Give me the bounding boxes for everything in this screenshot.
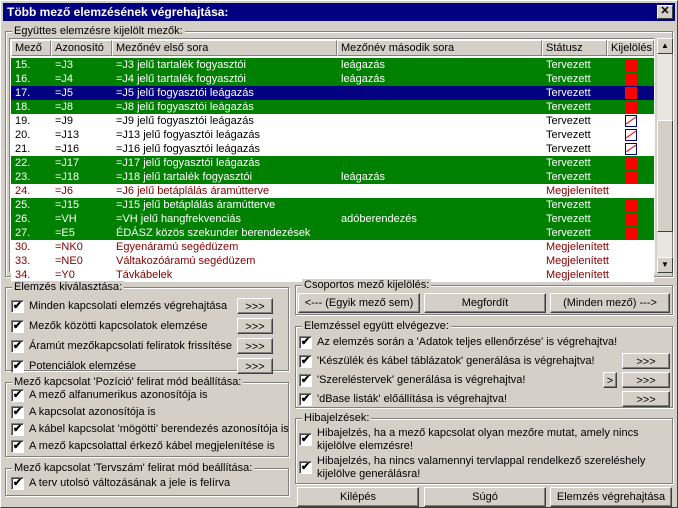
checkbox-label: A kapcsolat azonosítója is — [29, 406, 156, 418]
table-row[interactable] — [11, 156, 654, 170]
table-cell-id: =NE0 — [55, 255, 83, 267]
checkbox-icon[interactable]: ✔ — [300, 461, 311, 473]
table-cell-status: Tervezett — [546, 129, 591, 141]
table-cell-name1: =J5 jelű fogyasztói leágazás — [116, 87, 254, 99]
table-row[interactable] — [11, 142, 654, 156]
table-cell-name2 — [337, 86, 542, 100]
scroll-thumb[interactable] — [657, 120, 673, 232]
table-row[interactable] — [11, 254, 654, 268]
error-group-title: Hibajelzések: — [304, 412, 370, 424]
table-cell-name1: Váltakozóáramú segédüzem — [116, 255, 256, 267]
unselected-mark-icon[interactable] — [625, 143, 637, 155]
title-bar — [3, 3, 675, 21]
table-cell-name1: =J6 jelű betáplálás áramútterve — [116, 185, 270, 197]
error-option[interactable] — [299, 427, 669, 455]
table-cell-name2 — [337, 240, 542, 254]
plan-number-group-title: Mező kapcsolat 'Tervszám' felirat mód beállítása: — [14, 462, 253, 474]
table-cell-num: 22. — [15, 157, 31, 169]
together-option-more-button[interactable]: >>> — [622, 372, 670, 388]
exit-button[interactable]: Kilépés — [297, 487, 419, 507]
table-cell-status: Tervezett — [546, 157, 591, 169]
table-cell-num: 34. — [15, 269, 31, 281]
table-cell-status: Tervezett — [546, 143, 591, 155]
table-cell-num: 26. — [15, 213, 31, 225]
table-cell-id: =J18 — [55, 171, 80, 183]
unselected-mark-icon[interactable] — [625, 129, 637, 141]
table-cell-id: =J4 — [55, 73, 74, 85]
table-cell-id: =E5 — [55, 227, 75, 239]
table-row[interactable] — [11, 212, 654, 226]
checkbox-label: Potenciálok elemzése — [29, 360, 137, 372]
checkbox-label: Áramút mezőkapcsolati feliratok frissítése — [29, 340, 232, 352]
selected-mark-icon[interactable] — [625, 73, 637, 85]
table-cell-name2: leágazás — [341, 73, 386, 85]
table-cell-status: Tervezett — [546, 115, 591, 127]
together-option-more-button[interactable]: >>> — [622, 353, 670, 369]
close-icon: ✕ — [660, 5, 670, 17]
unselected-mark-icon[interactable] — [625, 115, 637, 127]
checkbox-icon[interactable]: ✔ — [12, 300, 23, 312]
table-cell-name2 — [337, 128, 542, 142]
checkbox-label: Minden kapcsolati elemzés végrehajtása — [29, 300, 228, 312]
table-row[interactable] — [11, 128, 654, 142]
table-cell-id: =NK0 — [55, 241, 83, 253]
table-cell-status: Tervezett — [546, 59, 591, 71]
column-header-name2[interactable]: Mezőnév második sora — [337, 40, 542, 56]
selected-mark-icon[interactable] — [625, 227, 637, 239]
table-cell-num: 19. — [15, 115, 31, 127]
checkbox-icon[interactable]: ✔ — [300, 393, 311, 405]
table-row[interactable] — [11, 226, 654, 240]
table-cell-num: 24. — [15, 185, 31, 197]
checkbox-label: Mezők közötti kapcsolatok elemzése — [29, 320, 208, 332]
checkbox-label: A mező alfanumerikus azonosítója is — [29, 389, 208, 401]
close-button[interactable] — [657, 5, 673, 19]
table-cell-num: 27. — [15, 227, 31, 239]
table-cell-id: =J13 — [55, 129, 80, 141]
select-all-button[interactable]: (Minden mező) ---> — [550, 293, 670, 313]
table-cell-name2 — [337, 156, 542, 170]
table-cell-id: =J6 — [55, 185, 74, 197]
checkbox-icon[interactable]: ✔ — [300, 374, 311, 386]
help-button[interactable]: Súgó — [424, 487, 546, 507]
analysis-group-title: Elemzés kiválasztása: — [14, 281, 123, 293]
group-select-group-title: Csoportos mező kijelölés: — [304, 279, 430, 291]
checkbox-icon[interactable]: ✔ — [300, 336, 311, 348]
checkbox-icon[interactable]: ✔ — [300, 433, 311, 445]
table-cell-num: 33. — [15, 255, 31, 267]
together-option-more-button[interactable]: >>> — [622, 391, 670, 407]
table-cell-id: =J16 — [55, 143, 80, 155]
together-option-small-button[interactable]: > — [603, 372, 617, 388]
table-cell-name2 — [337, 198, 542, 212]
vertical-scrollbar[interactable] — [656, 38, 672, 273]
table-row[interactable] — [11, 72, 654, 86]
table-row[interactable] — [11, 240, 654, 254]
scroll-down-icon[interactable]: ▼ — [657, 257, 673, 273]
selected-mark-icon[interactable] — [625, 171, 637, 183]
checkbox-label: A mező kapcsolattal érkező kábel megjelenítése is — [29, 440, 275, 452]
table-cell-status: Megjelenített — [546, 269, 609, 281]
fields-table[interactable] — [9, 38, 655, 281]
selected-mark-icon[interactable] — [625, 87, 637, 99]
table-cell-name1: =J16 jelű fogyasztói leágazás — [116, 143, 261, 155]
table-cell-num: 25. — [15, 199, 31, 211]
error-option[interactable] — [299, 455, 669, 483]
table-cell-num: 23. — [15, 171, 31, 183]
scroll-up-icon[interactable]: ▲ — [657, 38, 673, 54]
table-cell-name1: ÉDÁSZ közös szekunder berendezések — [116, 227, 311, 239]
checkbox-icon[interactable]: ✔ — [300, 355, 311, 367]
checkbox-icon[interactable]: ✔ — [12, 477, 23, 489]
selected-mark-icon[interactable] — [625, 213, 637, 225]
table-cell-status: Megjelenített — [546, 255, 609, 267]
table-cell-name2 — [337, 114, 542, 128]
table-cell-num: 15. — [15, 59, 31, 71]
table-row[interactable] — [11, 58, 654, 72]
table-cell-name1: =J15 jelű betáplálás áramútterve — [116, 199, 276, 211]
analysis-option-more-button[interactable]: >>> — [237, 338, 273, 354]
table-row[interactable] — [11, 86, 654, 100]
table-cell-name1: =J17 jelű fogyasztói leágazás — [116, 157, 261, 169]
column-header-selection[interactable]: Kijelölés — [607, 40, 654, 56]
table-row[interactable] — [11, 184, 654, 198]
table-cell-status: Tervezett — [546, 227, 591, 239]
table-row[interactable] — [11, 100, 654, 114]
table-cell-name2: adóberendezés — [341, 213, 417, 225]
table-cell-status: Tervezett — [546, 213, 591, 225]
selected-mark-icon[interactable] — [625, 101, 637, 113]
checkbox-icon[interactable]: ✔ — [12, 440, 23, 452]
checkbox-icon[interactable]: ✔ — [12, 340, 23, 352]
table-row[interactable] — [11, 198, 654, 212]
checkbox-label: Az elemzés során a 'Adatok teljes ellenőrzése' is végrehajtva! — [317, 336, 618, 348]
table-cell-status: Megjelenített — [546, 241, 609, 253]
checkbox-label: 'Szereléstervek' generálása is végrehajtva! — [317, 374, 526, 386]
checkbox-icon[interactable]: ✔ — [12, 423, 23, 435]
table-cell-name1: Távkábelek — [116, 269, 173, 281]
table-cell-id: =J9 — [55, 115, 74, 127]
checkbox-label: Hibajelzés, ha a mező kapcsolat olyan mezőre mutat, amely nincs kijelölve elemzésre! — [317, 427, 639, 452]
table-cell-status: Megjelenített — [546, 185, 609, 197]
table-cell-id: =J15 — [55, 199, 80, 211]
checkbox-label: Hibajelzés, ha nincs valamennyi tervlappal rendelkező szereléshely kijelölve generálásra! — [317, 455, 646, 480]
table-cell-num: 21. — [15, 143, 31, 155]
table-cell-id: =J8 — [55, 101, 74, 113]
table-cell-name1: =J13 jelű fogyasztói leágazás — [116, 129, 261, 141]
invert-selection-button[interactable]: Megfordít — [424, 293, 546, 313]
table-row[interactable] — [11, 170, 654, 184]
checkbox-icon[interactable]: ✔ — [12, 389, 23, 401]
table-cell-id: =J5 — [55, 87, 74, 99]
column-header-status[interactable]: Státusz — [542, 40, 607, 56]
table-cell-id: =J3 — [55, 59, 74, 71]
table-cell-status: Tervezett — [546, 101, 591, 113]
column-header-id[interactable]: Azonosító — [51, 40, 112, 56]
table-cell-id: =J17 — [55, 157, 80, 169]
table-cell-status: Tervezett — [546, 87, 591, 99]
table-cell-name2 — [337, 184, 542, 198]
table-cell-status: Tervezett — [546, 199, 591, 211]
table-cell-id: =Y0 — [55, 269, 75, 281]
table-cell-name1: =J8 jelű fogyasztói leágazás — [116, 101, 254, 113]
select-none-button[interactable]: <--- (Egyik mező sem) — [298, 293, 420, 313]
table-cell-name1: =J3 jelű tartalék fogyasztói — [116, 59, 246, 71]
table-cell-name1: Egyenáramú segédüzem — [116, 241, 239, 253]
table-cell-name2 — [337, 142, 542, 156]
selected-mark-icon[interactable] — [625, 157, 637, 169]
checkbox-icon[interactable]: ✔ — [12, 320, 23, 332]
analysis-option-more-button[interactable]: >>> — [237, 358, 273, 374]
table-cell-status: Tervezett — [546, 73, 591, 85]
table-cell-id: =VH — [55, 213, 77, 225]
table-cell-name2 — [337, 254, 542, 268]
analysis-option-more-button[interactable]: >>> — [237, 318, 273, 334]
table-cell-num: 16. — [15, 73, 31, 85]
position-group-title: Mező kapcsolat 'Pozíció' felirat mód beállítása: — [14, 376, 242, 388]
table-cell-name1: =J4 jelű tartalék fogyasztói — [116, 73, 246, 85]
table-cell-num: 20. — [15, 129, 31, 141]
fields-list-group-title: Együttes elemzésre kijelölt mezők: — [14, 25, 183, 37]
checkbox-label: 'dBase listák' előállítása is végrehajtva! — [317, 393, 508, 405]
table-row[interactable] — [11, 114, 654, 128]
window-title: Több mező elemzésének végrehajtása: — [7, 5, 229, 19]
table-cell-status: Tervezett — [546, 171, 591, 183]
table-cell-num: 17. — [15, 87, 31, 99]
table-cell-name2 — [337, 226, 542, 240]
checkbox-label: A kábel kapcsolat 'mögötti' berendezés azonosítója is — [29, 423, 289, 435]
checkbox-label: 'Készülék és kábel táblázatok' generálása is végrehajtva! — [317, 355, 595, 367]
table-cell-name2: leágazás — [341, 171, 386, 183]
analysis-option-more-button[interactable]: >>> — [237, 298, 273, 314]
table-cell-num: 18. — [15, 101, 31, 113]
table-cell-name1: =J18 jelű tartalék fogyasztói — [116, 171, 253, 183]
table-cell-name2 — [337, 100, 542, 114]
selected-mark-icon[interactable] — [625, 59, 637, 71]
table-cell-num: 30. — [15, 241, 31, 253]
checkbox-icon[interactable]: ✔ — [12, 360, 23, 372]
checkbox-icon[interactable]: ✔ — [12, 406, 23, 418]
checkbox-label: A terv utolsó változásának a jele is felírva — [29, 477, 231, 489]
table-cell-name1: =VH jelű hangfrekvenciás — [116, 213, 242, 225]
together-group-title: Elemzéssel együtt elvégezve: — [304, 320, 449, 332]
table-cell-name2: leágazás — [341, 59, 386, 71]
run-analysis-button[interactable]: Elemzés végrehajtása — [550, 487, 672, 507]
column-header-field[interactable]: Mező — [11, 40, 51, 56]
table-cell-name1: =J9 jelű fogyasztói leágazás — [116, 115, 254, 127]
selected-mark-icon[interactable] — [625, 199, 637, 211]
column-header-name1[interactable]: Mezőnév első sora — [112, 40, 337, 56]
